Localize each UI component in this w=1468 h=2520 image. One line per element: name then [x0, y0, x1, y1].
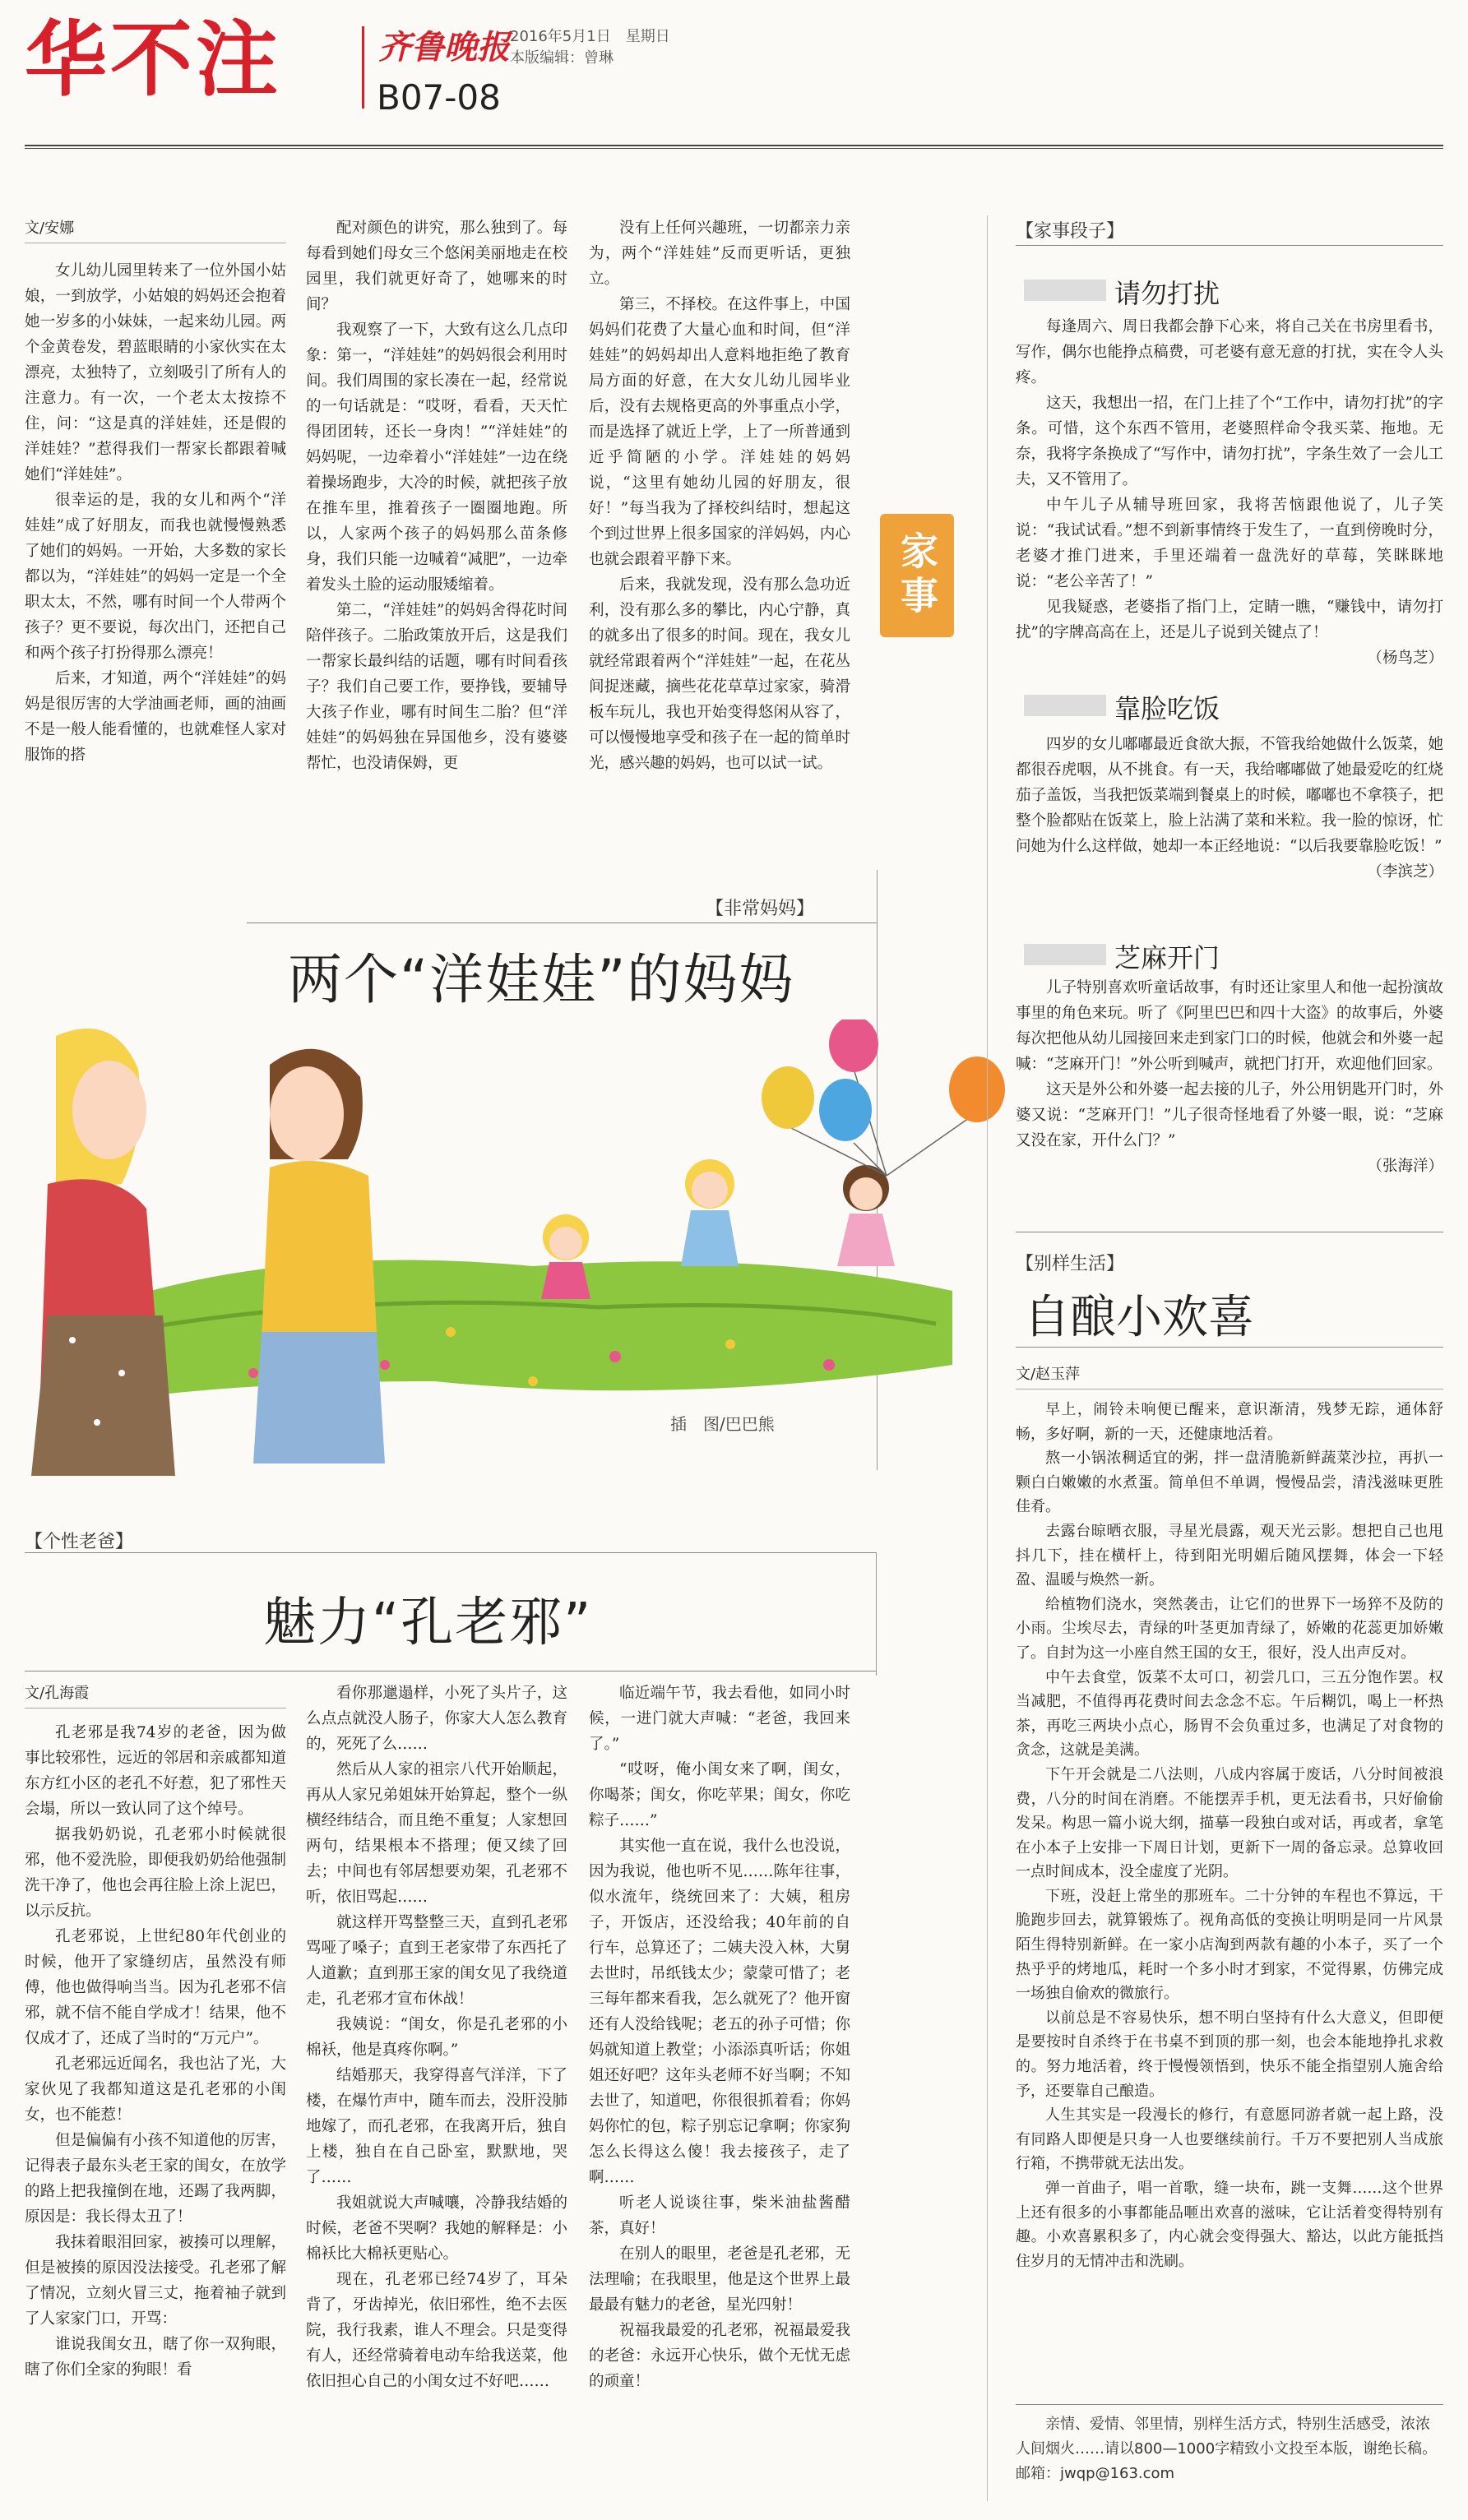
paragraph: 其实他一直在说，我什么也没说，因为我说，他也听不见……陈年往事，似水流年，绕统回来了：大姨，租房子，开饭店，还没给我；40年前的自行车，总算还了；二姨夫没入林，大舅去世时，吊纸钱太少；蒙蒙可惜了；老三每年都来看我，怎么就死了？他开窗还有人没给钱呢；老五的孙子可惜；你妈就知道上教堂；小添添真听话；你姐姐还好吧？这年头老师不好当啊；不知去世了，知道吧，你很很抓着看；你妈妈你忙的包，粽子别忘记拿啊；你家狗怎么长得这么傻！我去接孩子，走了啊……	[589, 1838, 850, 2186]
paragraph: 后来，才知道，两个“洋娃娃”的妈妈是很厉害的大学油画老师，画的油画不是一般人能看懂的，也就难怪人家对服饰的搭	[25, 670, 286, 764]
illustration-credit: 插 图/巴巴熊	[670, 1414, 775, 1434]
laoba-col-3	[589, 1681, 850, 2394]
laoba-title: 魅力“孔老邪”	[263, 1593, 593, 1653]
jiashi-badge	[880, 514, 954, 637]
feature-col-2	[306, 215, 567, 776]
paragraph: 见我疑惑，老婆指了指门上，定睛一瞧，“赚钱中，请勿打扰”的字牌高高在上，还是儿子说到关键点了！	[1016, 599, 1443, 641]
balloons	[762, 1020, 1005, 1176]
paragraph: 孔老邪说，上世纪80年代创业的时候，他开了家缝纫店，虽然没有师傅，他也做得响当当。因为孔老邪不信邪，就不信不能自学成才！结果，他不仅成才了，还成了当时的“万元户”。	[25, 1928, 286, 2047]
column-divider	[987, 215, 988, 2501]
paragraph: 人生其实是一段漫长的修行，有意愿同游者就一起上路，没有同路人即便是只身一人也要继续前行。千万不要把别人当成旅行箱，不携带就无法出发。	[1016, 2106, 1443, 2173]
paragraph: 女儿幼儿园里转来了一位外国小姑娘，一到放学，小姑娘的妈妈还会抱着她一岁多的小妹妹，一起来幼儿园。两个金黄卷发，碧蓝眼睛的小家伙实在太漂亮，太独特了，立刻吸引了所有人的注意力。有一次，一个老太太按捺不住，问：“这是真的洋娃娃，还是假的洋娃娃？”惹得我们一帮家长都跟着喊她们“洋娃娃”。	[25, 262, 286, 483]
mother-brunette	[253, 1049, 385, 1463]
title-bar	[1024, 695, 1106, 716]
paragraph: 谁说我闺女丑，瞎了你一双狗眼，瞎了你们全家的狗眼！看	[25, 2336, 286, 2379]
laoba-col-2	[306, 1681, 567, 2394]
feature-col-1	[25, 215, 286, 768]
paragraph: 熬一小锅浓稠适宜的粥，拌一盘清脆新鲜蔬菜沙拉，再扒一颗白白嫩嫩的水煮蛋。简单但不单调，慢慢品尝，清浅滋味更胜佳肴。	[1016, 1450, 1443, 1516]
paragraph: 听老人说谈往事，柴米油盐酱醋茶，真好！	[589, 2194, 850, 2237]
paragraph: 下午开会就是二八法则，八成内容属于废话，八分时间被浪费，八分的时间在消磨。不能摆弄手机，更无法看书，只好偷偷发呆。构思一篇小说大纲，描摹一段独白或对话，再或者，拿笔在小本子上安排一下周日计划，更新下一周的备忘录。总算收回一点时间成本，没全虚度了光阴。	[1016, 1765, 1443, 1881]
laoba-tag-rule	[25, 1552, 876, 1553]
child-1	[541, 1214, 590, 1299]
laoba-frame-right	[876, 1552, 877, 1676]
paragraph: 没有上任何兴趣班，一切都亲力亲为，两个“洋娃娃”反而更听话，更独立。	[589, 220, 850, 288]
paragraph: 我观察了一下，大致有这么几点印象：第一，“洋娃娃”的妈妈很会利用时间。我们周围的家长凑在一起，经常说的一句话就是：“哎呀，看看，天天忙得团团转，还长一身肉！”“洋娃娃”的妈妈呢，一边牵着小“洋娃娃”一边在绕着操场跑步，大冷的时候，就把孩子放在推车里，推着孩子一圈圈地跑。所以，人家两个孩子的妈妈那么苗条修身，我们只能一边喊着“减肥”，一边牵着发头土脸的运动服矮缩着。	[306, 321, 567, 594]
paragraph: 这天，我想出一招，在门上挂了个“工作中，请勿打扰”的字条。可惜，这个东西不管用，老婆照样命令我买菜、拖地。无奈，我将字条换成了“写作中，请勿打扰”，字条生效了一会儿工夫，又不管用了。	[1016, 395, 1443, 488]
paragraph: 我抹着眼泪回家，被揍可以理解，但是被揍的原因没法接受。孔老邪了解了情况，立刻火冒三丈，拖着袖子就到了人家家门口，开骂：	[25, 2234, 286, 2328]
paragraph: 就这样开骂整整三天，直到孔老邪骂哑了嗓子；直到王老家带了东西托了人道歉；直到那王家的闺女见了我绕道走，孔老邪才宣布休战！	[306, 1914, 567, 2008]
paragraph: 这天是外公和外婆一起去接的儿子，外公用钥匙开门时，外婆又说：“芝麻开门！”儿子很奇怪地看了外婆一眼，说：“芝麻又没在家，开什么门？”	[1016, 1081, 1443, 1149]
masthead-rule-thin	[25, 148, 1443, 149]
paragraph: 给植物们浇水，突然袭击，让它们的世界下一场猝不及防的小雨。尘埃尽去，青绿的叶茎更加青绿了，娇嫩的花蕊更加娇嫩了。自封为这一小座自然王国的女王，很好，没人出声反对。	[1016, 1595, 1443, 1662]
paragraph: 每逢周六、周日我都会静下心来，将自己关在书房里看书，写作，偶尔也能挣点稿费，可老婆有意无意的打扰，实在令人头疼。	[1016, 318, 1443, 386]
child-3	[837, 1165, 895, 1266]
jiashi-column-tag: 【家事段子】	[1016, 221, 1125, 242]
page-number: B07-08	[377, 77, 501, 118]
paragraph: 然后从人家的祖宗八代开始顺起，再从人家兄弟姐妹开始算起，整个一纵横经纬结合，而且绝不重复；人家想回两句，结果根本不搭理；便又续了回去；中间也有邻居想要劝架，孔老邪不听，依旧骂起……	[306, 1761, 567, 1906]
feature-column-tag: 【非常妈妈】	[706, 899, 815, 919]
feature-author: 文/安娜	[25, 220, 75, 237]
paragraph: 下班，没赶上常坐的那班车。二十分钟的车程也不算远，干脆跑步回去，就算锻炼了。视角高低的变换让明明是同一片风景陌生得特别新鲜。在一家小店淘到两款有趣的小本子，买了一个热乎乎的烤地瓜，耗时一个多小时才到家，不觉得累，仿佛完成一场独自偷欢的微旅行。	[1016, 1887, 1443, 2003]
jiashi-item-title: 芝麻开门	[1114, 942, 1220, 973]
paragraph: 临近端午节，我去看他，如同小时候，一进门就大声喊：“老爸，我回来了。”	[589, 1685, 850, 1753]
paragraph: 早上，闹铃未响便已醒来，意识渐清，残梦无踪，通体舒畅，多好啊，新的一天，还健康地活着。	[1016, 1401, 1443, 1443]
author-rule	[25, 1708, 286, 1709]
laoba-column-tag: 【个性老爸】	[25, 1532, 134, 1552]
title-bar	[1024, 944, 1106, 965]
bieyang-body	[1016, 1362, 1443, 2273]
paragraph: 去露台晾晒衣服，寻星光晨露，观天光云影。想把自己也甩抖几下，挂在横杆上，待到阳光明媚后随风摆舞，体会一下轻盈、温暖与焕然一新。	[1016, 1522, 1443, 1589]
laoba-col-1	[25, 1681, 286, 2383]
badge-text: 家事	[895, 531, 939, 620]
paragraph: 看你那邋遢样，小死了头片子，这么点点就没人肠子，你家大人怎么教育的，死死了么……	[306, 1685, 567, 1753]
paragraph: “哎呀，俺小闺女来了啊，闺女，你喝茶；闺女，你吃苹果；闺女，你吃粽子……”	[589, 1761, 850, 1829]
paragraph: 很幸运的是，我的女儿和两个“洋娃娃”成了好朋友，而我也就慢慢熟悉了她们的妈妈。一开始，大多数的家长都以为，“洋娃娃”的妈妈一定是一个全职太太，不然，哪有时间一个人带两个孩子？更不要说，每次出门，还把自己和两个孩子打扮得那么漂亮！	[25, 492, 286, 662]
feature-illustration	[23, 1020, 1043, 1476]
paragraph: 以前总是不容易快乐，想不明白坚持有什么大意义，但即便是要按时自杀终于在书桌不到顶的那一刻，也会本能地挣扎求救的。努力地活着，终于慢慢领悟到，快乐不能全指望别人施舍给予，还要靠自己酿造。	[1016, 2009, 1443, 2100]
title-bar	[1024, 280, 1106, 301]
paragraph: 我姨说：“闺女，你是孔老邪的小棉袄，他是真疼你啊。”	[306, 2016, 567, 2059]
paragraph: 据我奶奶说，孔老邪小时候就很邪，他不爱洗脸，即便我奶奶给他强制洗干净了，他也会再往脸上涂上泥巴，以示反抗。	[25, 1826, 286, 1920]
bieyang-column-tag: 【别样生活】	[1016, 1254, 1125, 1274]
paragraph: 孔老邪远近闻名，我也沾了光，大家伙见了我都知道这是孔老邪的小闺女，也不能惹！	[25, 2055, 286, 2124]
footer-rule	[1016, 2404, 1443, 2405]
title-rule	[247, 922, 877, 923]
jiashi-item-title: 请勿打扰	[1114, 278, 1220, 309]
paragraph: 配对颜色的讲究，那么独到了。每每看到她们母女三个悠闲美丽地走在校园里，我们就更好奇了，她哪来的时间？	[306, 220, 567, 313]
jiashi-item-title: 靠脸吃饭	[1114, 693, 1220, 724]
signature: （张海洋）	[1367, 1158, 1443, 1175]
masthead-divider	[362, 26, 364, 109]
signature: （李滨芝）	[1367, 863, 1443, 881]
jiashi-item-1	[1016, 314, 1443, 671]
paragraph: 结婚那天，我穿得喜气洋洋，下了楼，在爆竹声中，随车而去，没肝没肺地嫁了，而孔老邪，在我离开后，独自上楼，独自在自己卧室，默默地，哭了……	[306, 2067, 567, 2186]
jiashi-tag-rule	[1016, 245, 1443, 246]
submission-note: 亲情、爱情、邻里情，别样生活方式，特别生活感受，浓浓人间烟火……请以800—1000字精致小文投至本版，谢绝长稿。邮箱：jwqp@163.com	[1016, 2416, 1438, 2482]
paragraph: 孔老邪是我74岁的老爸，因为做事比较邪性，远近的邻居和亲戚都知道东方红小区的老孔不好惹，犯了邪性天会塌，所以一致认同了这个绰号。	[25, 1724, 286, 1818]
paragraph: 中午去食堂，饭菜不太可口，初尝几口，三五分饱作罢。权当减肥，不值得再花费时间去念念不忘。午后糊饥，喝上一杯热茶，再吃三两块小点心，肠胃不会负重过多，也满足了对食物的贪念，这就是美满。	[1016, 1668, 1443, 1759]
bieyang-title: 自酿小欢喜	[1024, 1291, 1254, 1344]
newspaper-logo: 齐鲁晚报	[378, 28, 510, 67]
paragraph: 后来，我就发现，没有那么急功近利，没有那么多的攀比，内心宁静，真的就多出了很多的时间。现在，我女儿就经常跟着两个“洋娃娃”一起，在花丛间捉迷藏，摘些花花草草过家家，骑滑板车玩儿，我也开始变得悠闲从容了，可以慢慢地享受和孩子在一起的简单时光，感兴趣的妈妈，也可以试一试。	[589, 576, 850, 772]
paragraph: 第二，“洋娃娃”的妈妈舍得花时间陪伴孩子。二胎政策放开后，这是我们一帮家长最纠结的话题，哪有时间看孩子？我们自己要工作，要挣钱，要辅导大孩子作业，哪有时间生二胎？但“洋娃娃”的妈妈独在异国他乡，没有婆婆帮忙，也没请保姆，更	[306, 602, 567, 772]
date-line: 2016年5月1日 星期日	[510, 28, 670, 45]
paragraph: 我姐就说大声喊嚷，冷静我结婚的时候，老爸不哭啊？我她的解释是：小棉袄比大棉袄更贴心。	[306, 2194, 567, 2263]
paragraph: 但是偏偏有小孩不知道他的厉害，记得表子最东头老王家的闺女，在放学的路上把我撞倒在地，还踢了我两脚，原因是：我长得太丑了！	[25, 2132, 286, 2226]
mother-blonde	[31, 1029, 175, 1476]
bieyang-title-rule	[1016, 1347, 1443, 1348]
bieyang-author: 文/赵玉萍	[1016, 1366, 1081, 1383]
laoba-title-rule	[25, 1671, 876, 1672]
feature-col-3	[589, 215, 850, 776]
signature: （杨鸟芝）	[1367, 650, 1443, 667]
section-name: 华不注	[25, 12, 281, 108]
paragraph: 中午儿子从辅导班回家，我将苦恼跟他说了，儿子笑说：“我试试看。”想不到新事情终于发生了，一直到傍晚时分，老婆才推门进来，手里还端着一盘洗好的草莓，笑眯眯地说：“老公辛苦了！”	[1016, 497, 1443, 590]
paragraph: 四岁的女儿嘟嘟最近食欲大振，不管我给她做什么饭菜，她都很吞虎咽，从不挑食。有一天，我给嘟嘟做了她最爱吃的红烧茄子盖饭，当我把饭菜端到餐桌上的时候，嘟嘟也不拿筷子，把整个脸都贴在饭菜上，脸上沾满了菜和米粒。我一脸的惊讶，忙问她为什么这样做，她却一本正经地说：“以后我要靠脸吃饭！”	[1016, 736, 1443, 855]
child-2	[681, 1159, 739, 1266]
laoba-author: 文/孔海霞	[25, 1685, 90, 1702]
paragraph: 祝福我最爱的孔老邪，祝福最爱我的老爸：永远开心快乐，做个无忧无虑的顽童！	[589, 2322, 850, 2390]
feature-title: 两个“洋娃娃”的妈妈	[288, 948, 795, 1011]
paragraph: 在别人的眼里，老爸是孔老邪，无法理喻；在我眼里，他是这个世界上最最最有魅力的老爸，星光四射！	[589, 2245, 850, 2314]
paragraph: 儿子特别喜欢听童话故事，有时还让家里人和他一起扮演故事里的角色来玩。听了《阿里巴巴和四十大盗》的故事后，外婆每次把他从幼儿园接回来走到家门口的时候，他就会和外婆一起喊：“芝麻开门！”外公听到喊声，就把门打开，欢迎他们回家。	[1016, 979, 1443, 1073]
jiashi-item-3	[1016, 975, 1443, 1179]
editor-line: 本版编辑：曾琳	[510, 49, 614, 67]
jiashi-item-2	[1016, 732, 1443, 885]
paragraph: 第三，不择校。在这件事上，中国妈妈们花费了大量心血和时间，但“洋娃娃”的妈妈却出人意料地拒绝了教育局方面的好意，在大女儿幼儿园毕业后，没有去规格更高的外事重点小学，而是选择了就近上学，上了一所普通到近乎简陋的小学。洋娃娃的妈妈说，“这里有她幼儿园的好朋友，很好！”每当我为了择校纠结时，想起这个到过世界上很多国家的洋妈妈，内心也就会跟着平静下来。	[589, 296, 850, 568]
paragraph: 现在，孔老邪已经74岁了，耳朵背了，牙齿掉光，依旧邪性，绝不去医院，我行我素，谁人不理会。只是变得有人，还经常骑着电动车给我送菜，他依旧担心自己的小闺女过不好吧……	[306, 2271, 567, 2390]
paragraph: 弹一首曲子，唱一首歌，缝一块布，跳一支舞……这个世界上还有很多的小事都能品咂出欢喜的滋味，它让活着变得特别有趣。小欢喜累积多了，内心就会变得强大、豁达，以此方能抵挡住岁月的无情冲击和洗刷。	[1016, 2180, 1443, 2270]
grass-field	[72, 1260, 952, 1407]
masthead-rule	[25, 145, 1443, 146]
